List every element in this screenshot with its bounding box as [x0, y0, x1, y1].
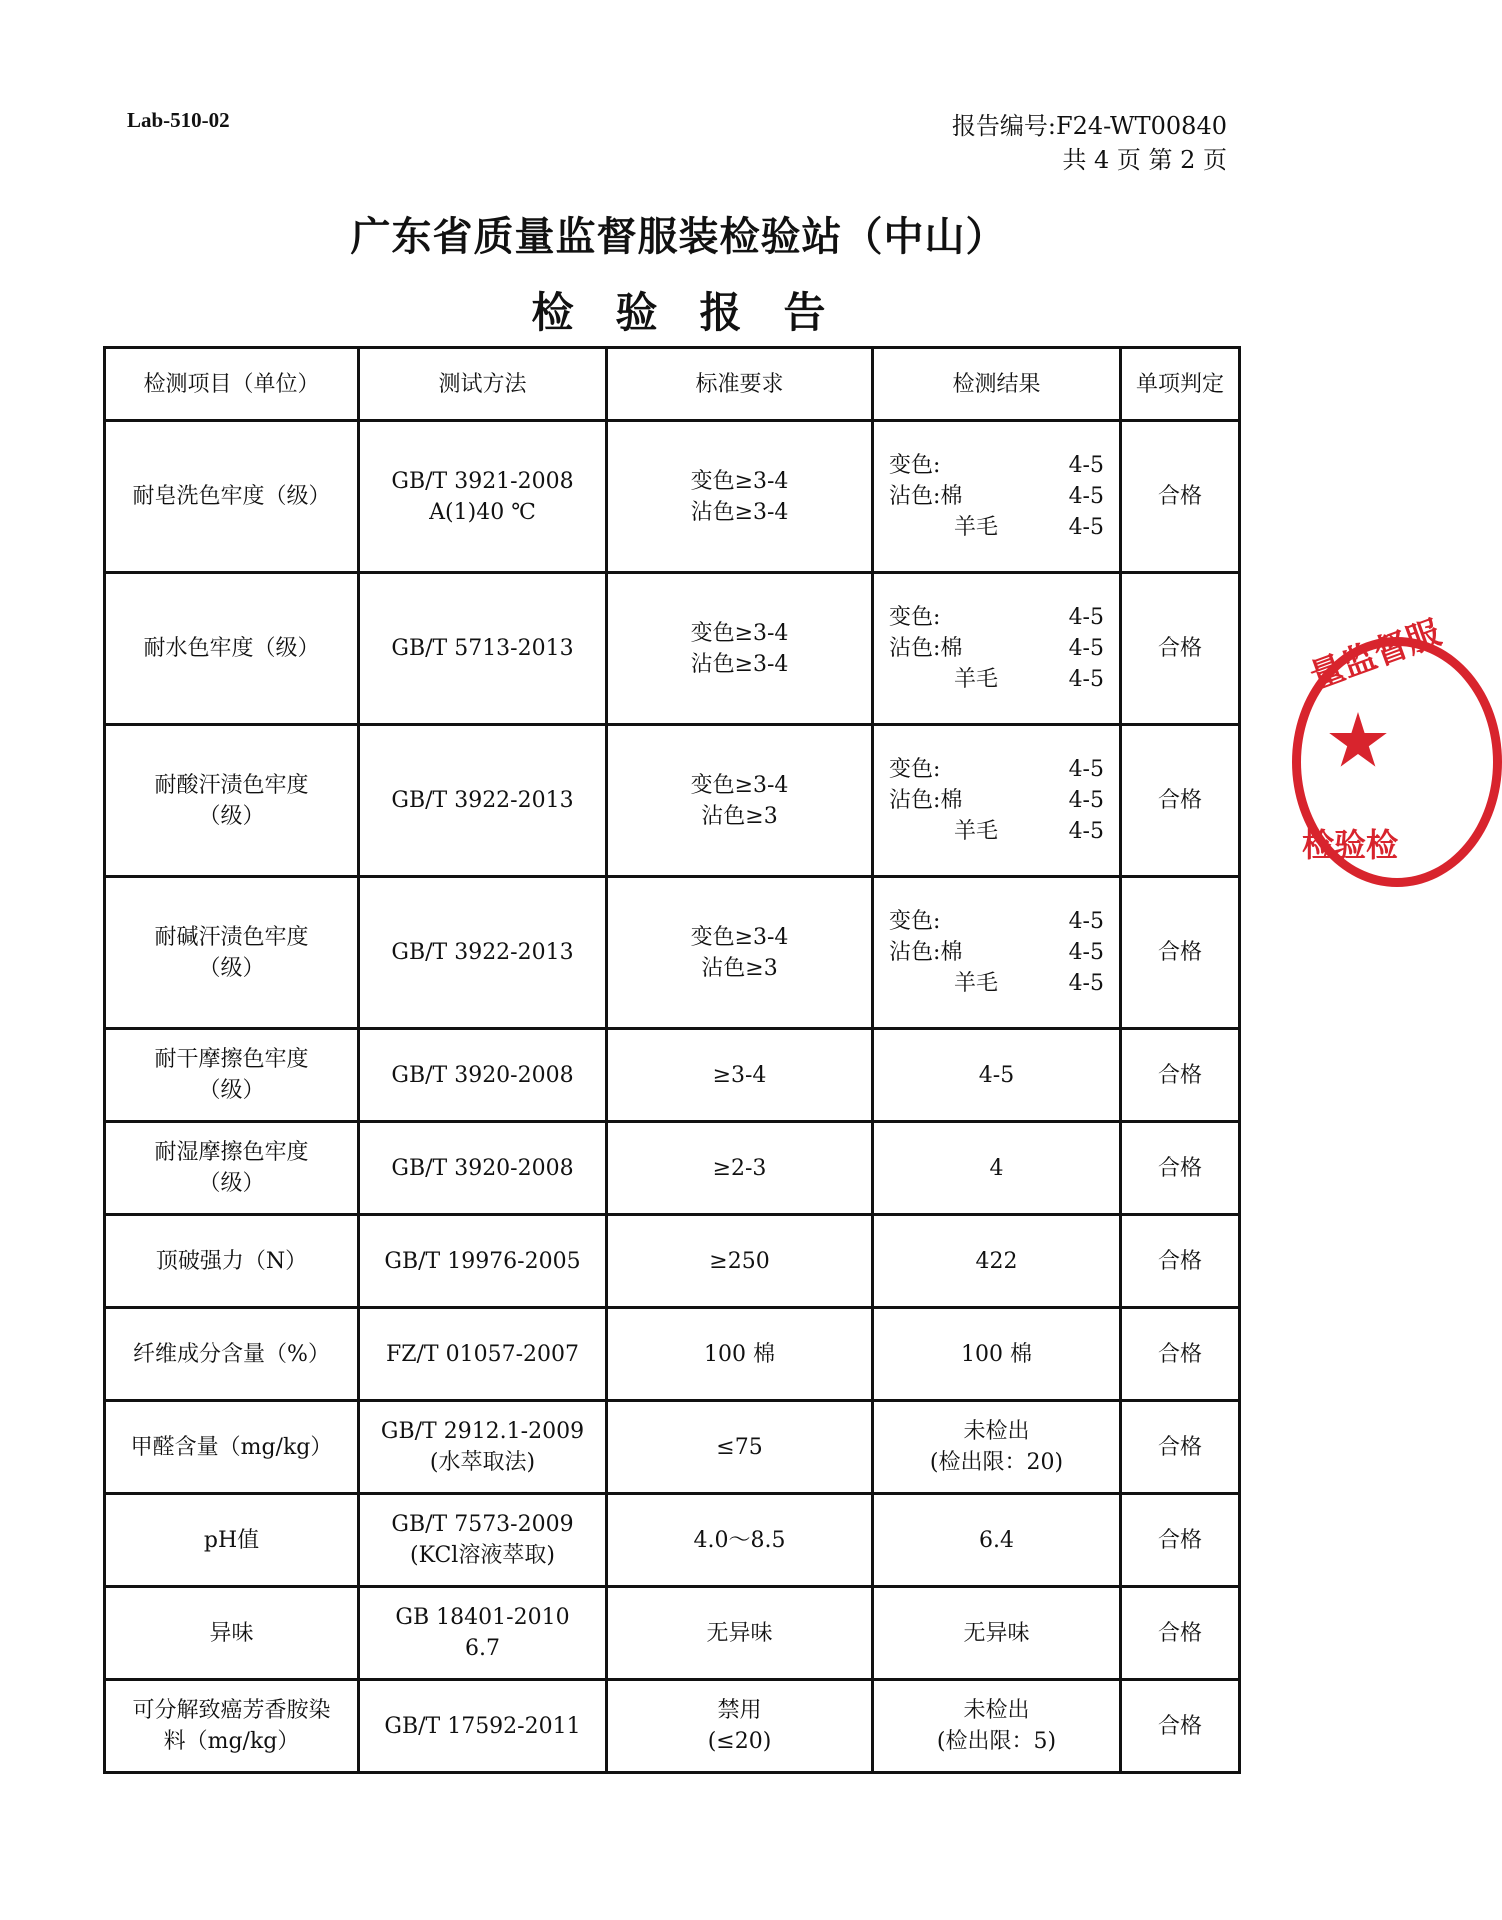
column-header-item: 检测项目（单位）: [105, 348, 359, 421]
test-method-cell-line: 6.7: [465, 1636, 500, 1661]
result-value: 4-5: [978, 1062, 1015, 1088]
requirement-cell-line: 沾色≥3: [701, 803, 778, 829]
test-method-cell-line: GB/T 17592-2011: [384, 1713, 581, 1739]
table-header-row: [105, 348, 1240, 421]
test-method-cell: [359, 1494, 607, 1587]
result-value: 4-5: [1068, 484, 1104, 509]
table-row: [105, 877, 1240, 1029]
requirement-cell: [607, 573, 873, 725]
result-cell: [873, 421, 1121, 573]
test-method-cell: [359, 877, 607, 1029]
test-item-cell-line: 可分解致癌芳香胺染: [132, 1698, 331, 1723]
test-item-cell-line: 纤维成分含量（%）: [133, 1341, 330, 1367]
test-item-cell-line: （级）: [198, 955, 265, 981]
test-method-cell-line: GB/T 2912.1-2009: [380, 1419, 585, 1444]
result-label: 羊毛: [954, 515, 999, 540]
requirement-cell-line: 禁用: [717, 1698, 762, 1723]
table-row: [105, 725, 1240, 877]
result-line: [889, 785, 1104, 816]
result-line: [889, 481, 1104, 512]
test-item-cell: [105, 1029, 359, 1122]
requirement-cell: [607, 1494, 873, 1587]
requirement-cell-line: 变色≥3-4: [690, 468, 789, 494]
result-line: [889, 664, 1104, 695]
test-item-cell-line: pH值: [203, 1527, 260, 1553]
test-method-cell: [359, 1029, 607, 1122]
result-cell: [873, 877, 1121, 1029]
column-header-method: 测试方法: [359, 348, 607, 421]
test-item-cell: [105, 1587, 359, 1680]
table-row: [105, 1308, 1240, 1401]
requirement-cell-line: ≥3-4: [712, 1062, 767, 1088]
requirement-cell-line: 4.0～8.5: [693, 1527, 786, 1553]
result-line: (检出限：5): [936, 1729, 1057, 1754]
result-cell: [873, 1029, 1121, 1122]
test-item-cell: [105, 1122, 359, 1215]
result-line: (检出限：20): [929, 1450, 1064, 1475]
judgment-cell: 合格: [1121, 1680, 1240, 1773]
result-line: 未检出: [963, 1419, 1030, 1444]
result-breakdown: [889, 602, 1104, 695]
judgment-cell: 合格: [1121, 573, 1240, 725]
result-label: 羊毛: [954, 667, 999, 692]
result-value: 4-5: [1068, 453, 1104, 478]
test-item-cell-line: 耐水色牢度（级）: [143, 636, 320, 661]
result-label: 沾色:棉: [889, 940, 963, 965]
result-line: [889, 633, 1104, 664]
test-item-cell: [105, 1680, 359, 1773]
result-line: [889, 906, 1104, 937]
result-value: 4-5: [1068, 667, 1104, 692]
judgment-cell: 合格: [1121, 421, 1240, 573]
test-method-cell-line: (KCl溶液萃取): [410, 1543, 555, 1568]
result-line: 未检出: [963, 1698, 1030, 1723]
result-breakdown: [889, 906, 1104, 999]
requirement-cell-line: 100 棉: [704, 1341, 775, 1367]
column-header-result: 检测结果: [873, 348, 1121, 421]
requirement-cell: [607, 725, 873, 877]
requirement-cell-line: (≤20): [707, 1729, 772, 1754]
result-label: 羊毛: [954, 819, 999, 844]
requirement-cell-line: ≤75: [716, 1434, 763, 1460]
lab-form-id: Lab-510-02: [127, 108, 230, 132]
judgment-cell: 合格: [1121, 1494, 1240, 1587]
result-cell: [873, 1587, 1121, 1680]
table-row: [105, 1122, 1240, 1215]
judgment-cell: 合格: [1121, 1029, 1240, 1122]
test-item-cell-line: 耐湿摩擦色牢度: [154, 1140, 309, 1165]
requirement-cell-line: 变色≥3-4: [690, 772, 789, 798]
result-value: 100 棉: [961, 1341, 1032, 1367]
judgment-cell: 合格: [1121, 1215, 1240, 1308]
result-value: 无异味: [963, 1620, 1030, 1646]
result-cell: [873, 573, 1121, 725]
table-row: [105, 421, 1240, 573]
test-method-cell: [359, 1215, 607, 1308]
result-line: [889, 816, 1104, 847]
table-row: [105, 1587, 1240, 1680]
test-item-cell: [105, 1215, 359, 1308]
result-value: 4-5: [1068, 909, 1104, 934]
test-method-cell-line: GB/T 7573-2009: [391, 1512, 574, 1537]
test-item-cell: [105, 725, 359, 877]
result-label: 变色:: [889, 605, 941, 630]
judgment-cell: 合格: [1121, 1308, 1240, 1401]
result-cell: [873, 1308, 1121, 1401]
result-breakdown: [889, 450, 1104, 543]
column-header-judgment: 单项判定: [1121, 348, 1240, 421]
test-item-cell: [105, 421, 359, 573]
requirement-cell: [607, 1587, 873, 1680]
result-line: [889, 754, 1104, 785]
result-value: 4-5: [1068, 940, 1104, 965]
page-info: 共 4 页 第 2 页: [1062, 146, 1227, 174]
result-cell: [873, 1122, 1121, 1215]
test-item-cell-line: （级）: [198, 1171, 265, 1196]
result-label: 变色:: [889, 757, 941, 782]
requirement-cell: [607, 1122, 873, 1215]
requirement-cell-line: ≥2-3: [712, 1155, 767, 1181]
test-method-cell: [359, 1587, 607, 1680]
requirement-cell-line: ≥250: [709, 1248, 770, 1274]
result-line: [889, 937, 1104, 968]
test-item-cell: [105, 573, 359, 725]
result-label: 沾色:棉: [889, 636, 963, 661]
document-title: 检验报告: [531, 288, 868, 337]
result-line: [889, 968, 1104, 999]
result-value: 4-5: [1068, 788, 1104, 813]
result-line: [889, 602, 1104, 633]
report-number: 报告编号:F24-WT00840: [951, 112, 1227, 140]
test-method-cell: [359, 1401, 607, 1494]
result-cell: [873, 725, 1121, 877]
test-method-cell-line: A(1)40 ℃: [429, 499, 536, 525]
result-value: 4-5: [1068, 971, 1104, 996]
result-label: 沾色:棉: [889, 788, 963, 813]
test-method-cell-line: GB/T 3922-2013: [391, 788, 574, 813]
result-line: [889, 512, 1104, 543]
result-label: 沾色:棉: [889, 484, 963, 509]
test-method-cell-line: (水萃取法): [429, 1450, 536, 1475]
requirement-cell-line: 变色≥3-4: [690, 620, 789, 646]
result-cell: [873, 1494, 1121, 1587]
requirement-cell: [607, 421, 873, 573]
result-breakdown: [889, 754, 1104, 847]
test-method-cell-line: GB/T 19976-2005: [384, 1248, 581, 1274]
result-value: 4-5: [1068, 605, 1104, 630]
judgment-cell: 合格: [1121, 1587, 1240, 1680]
test-item-cell-line: 顶破强力（N）: [155, 1248, 308, 1274]
result-value: 4-5: [1068, 636, 1104, 661]
test-item-cell-line: 耐碱汗渍色牢度: [154, 924, 309, 950]
requirement-cell: [607, 1215, 873, 1308]
requirement-cell-line: 沾色≥3-4: [690, 651, 789, 677]
test-item-cell-line: 异味: [209, 1620, 254, 1646]
result-value: 4: [989, 1155, 1004, 1181]
test-method-cell-line: GB/T 3920-2008: [391, 1155, 574, 1181]
seal-text-bottom: 检验检: [1302, 826, 1399, 864]
test-item-cell: [105, 1308, 359, 1401]
requirement-cell: [607, 877, 873, 1029]
requirement-cell-line: 变色≥3-4: [690, 924, 789, 950]
test-method-cell-line: GB 18401-2010: [395, 1605, 570, 1630]
test-item-cell: [105, 1494, 359, 1587]
result-label: 变色:: [889, 909, 941, 934]
result-cell: [873, 1680, 1121, 1773]
requirement-cell: [607, 1401, 873, 1494]
requirement-cell: [607, 1029, 873, 1122]
test-item-cell-line: （级）: [198, 803, 265, 829]
inspection-results-table: [103, 346, 1241, 1774]
test-method-cell: [359, 421, 607, 573]
requirement-cell-line: 无异味: [706, 1620, 773, 1646]
test-method-cell-line: GB/T 3920-2008: [391, 1062, 574, 1088]
requirement-cell-line: 沾色≥3-4: [690, 499, 789, 525]
result-label: 羊毛: [954, 971, 999, 996]
result-value: 4-5: [1068, 819, 1104, 844]
column-header-requirement: 标准要求: [607, 348, 873, 421]
result-label: 变色:: [889, 453, 941, 478]
result-value: 4-5: [1068, 515, 1104, 540]
test-item-cell-line: 料（mg/kg）: [163, 1729, 300, 1754]
result-value: 4-5: [1068, 757, 1104, 782]
organization-title: 广东省质量监督服装检验站（中山）: [350, 214, 1007, 260]
test-method-cell-line: GB/T 3921-2008: [391, 468, 574, 494]
table-row: [105, 1215, 1240, 1308]
result-value: 422: [975, 1248, 1018, 1274]
result-cell: [873, 1401, 1121, 1494]
test-item-cell-line: 耐酸汗渍色牢度: [154, 772, 309, 798]
test-method-cell: [359, 725, 607, 877]
test-method-cell: [359, 1680, 607, 1773]
test-item-cell: [105, 1401, 359, 1494]
judgment-cell: 合格: [1121, 1122, 1240, 1215]
result-line: [889, 450, 1104, 481]
requirement-cell: [607, 1680, 873, 1773]
test-item-cell: [105, 877, 359, 1029]
requirement-cell: [607, 1308, 873, 1401]
requirement-cell-line: 沾色≥3: [701, 955, 778, 981]
test-method-cell: [359, 1308, 607, 1401]
seal-text-top: 量监督服: [1304, 613, 1447, 698]
result-value: 6.4: [979, 1527, 1014, 1553]
table-row: [105, 1680, 1240, 1773]
report-header: [952, 109, 1227, 177]
table-row: [105, 1401, 1240, 1494]
table-row: [105, 1494, 1240, 1587]
test-method-cell-line: GB/T 3922-2013: [391, 940, 574, 965]
test-method-cell-line: GB/T 5713-2013: [391, 636, 574, 661]
test-method-cell-line: FZ/T 01057-2007: [385, 1341, 580, 1367]
table-row: [105, 1029, 1240, 1122]
judgment-cell: 合格: [1121, 877, 1240, 1029]
result-cell: [873, 1215, 1121, 1308]
test-item-cell-line: 耐干摩擦色牢度: [154, 1047, 309, 1072]
test-item-cell-line: 耐皂洗色牢度（级）: [132, 484, 331, 509]
test-item-cell-line: 甲醛含量（mg/kg）: [130, 1434, 333, 1460]
judgment-cell: 合格: [1121, 725, 1240, 877]
table-row: [105, 573, 1240, 725]
test-item-cell-line: （级）: [198, 1078, 265, 1103]
judgment-cell: 合格: [1121, 1401, 1240, 1494]
test-method-cell: [359, 573, 607, 725]
test-method-cell: [359, 1122, 607, 1215]
